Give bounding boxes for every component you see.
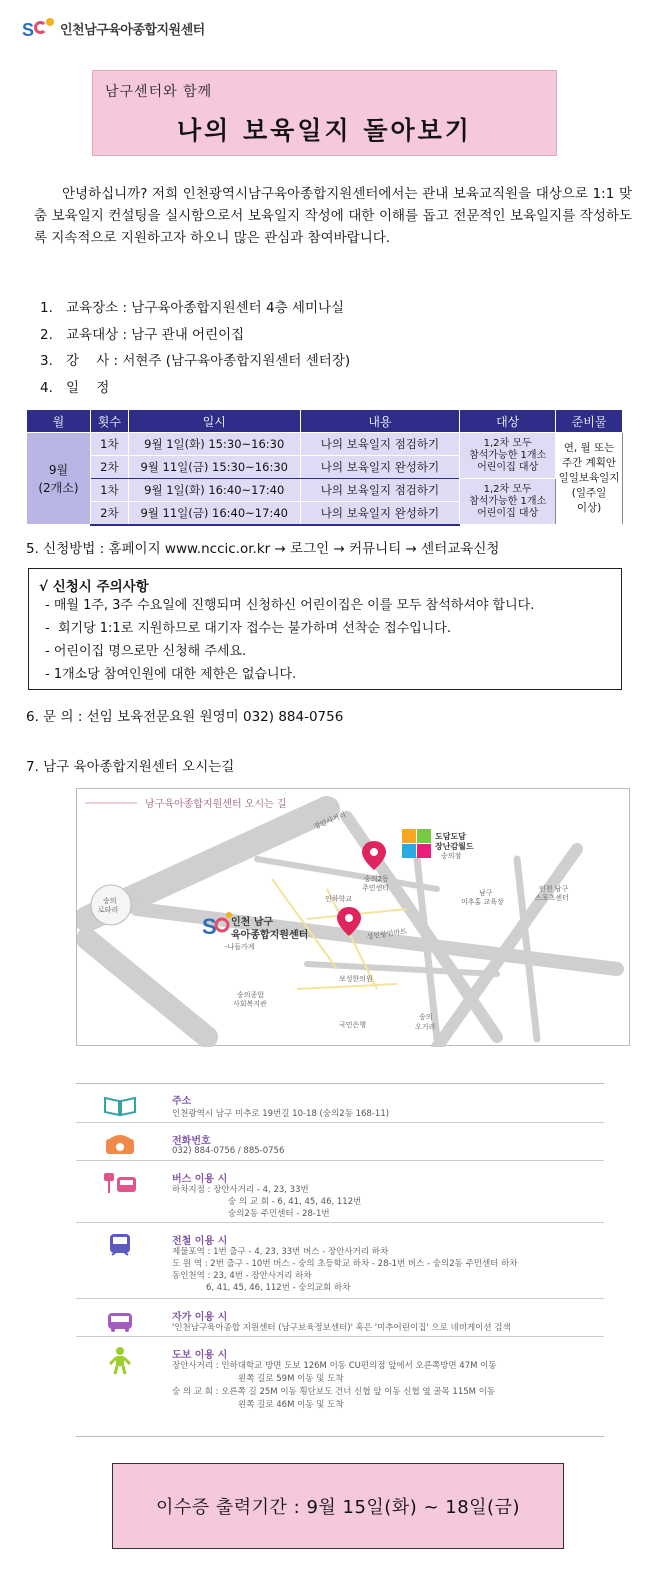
book-icon xyxy=(102,1093,138,1117)
direction-line: 동인천역 : 23, 4번 - 장안사거리 하차 xyxy=(172,1271,312,1281)
banner-subtitle: 남구센터와 함께 xyxy=(105,84,213,100)
target-line: 참석가능한 1개소 xyxy=(469,449,547,461)
target-line: 어린이집 대상 xyxy=(477,507,539,519)
map-label: 스포츠센터 xyxy=(535,894,569,902)
map-label: 숭의 xyxy=(419,1013,433,1021)
phone-icon xyxy=(102,1133,138,1157)
info-item-schedule xyxy=(40,377,600,404)
notice-item: - 1개소당 참여인원에 대한 제한은 없습니다. xyxy=(45,667,297,682)
map-label: 육아종합지원센터 xyxy=(231,930,309,941)
bus-stop-icon xyxy=(102,1171,138,1195)
direction-line: '인천남구육아종합 지원센터 (남구보육정보센터)' 혹은 '미추어린이집' 으로 네비게이션 검색 xyxy=(172,1323,511,1333)
map-label: -나들가게 xyxy=(225,943,255,951)
map-label: 로타리 xyxy=(98,906,119,914)
map-label: 인천 남구 xyxy=(539,885,569,893)
date-cell: 9월 11일(금) 15:30~16:30 xyxy=(128,456,300,479)
header-prep: 준비물 xyxy=(556,410,623,433)
info-text: 교육대상 : 남구 관내 어린이집 xyxy=(66,326,245,343)
car-icon xyxy=(102,1309,138,1333)
info-number: 3. xyxy=(40,353,53,369)
map-label: 미추홀 교육장 xyxy=(461,898,504,906)
round-cell: 2차 xyxy=(90,502,128,525)
direction-line: 숭 의 교 회 - 6, 41, 45, 46, 112번 xyxy=(228,1197,362,1207)
content-cell: 나의 보육일지 완성하기 xyxy=(300,502,460,525)
road xyxy=(517,859,537,1039)
apply-method: 5. 신청방법 : 홈페이지 www.nccic.or.kr → 로그인 → 커뮤니티 → 센터교육신청 xyxy=(26,541,500,557)
map-label: 도담도담 xyxy=(435,832,466,841)
info-list xyxy=(40,297,600,403)
prep-cell xyxy=(556,433,623,525)
month-count: (2개소) xyxy=(38,480,79,495)
direction-title: 주소 xyxy=(172,1096,192,1107)
schedule-table xyxy=(26,409,623,526)
date-cell: 9월 1일(화) 15:30~16:30 xyxy=(128,433,300,456)
info-item-place xyxy=(40,297,600,324)
date-cell: 9월 11일(금) 16:40~17:40 xyxy=(128,502,300,525)
road xyxy=(87,939,207,1037)
banner-title: 나의 보육일지 돌아보기 xyxy=(177,116,472,145)
location-map xyxy=(76,788,630,1046)
notice-title: √ 신청시 주의사항 xyxy=(39,579,149,595)
direction-title: 자가 이용 시 xyxy=(172,1312,228,1323)
header-round: 횟수 xyxy=(90,410,128,433)
map-label: 숭의종합 xyxy=(237,991,265,999)
date-cell: 9월 1일(화) 16:40~17:40 xyxy=(128,479,300,502)
map-label: 숭의점 xyxy=(441,852,462,860)
direction-line: 032) 884-0756 / 885-0756 xyxy=(172,1146,285,1156)
logo-mark-icon: S xyxy=(22,17,56,39)
prep-line: 이상) xyxy=(576,502,602,514)
direction-line: 왼쪽 길로 59M 이동 및 도착 xyxy=(238,1374,344,1384)
map-label: 장안사거리 xyxy=(312,810,348,831)
round-cell: 1차 xyxy=(90,433,128,456)
certificate-period-box xyxy=(112,1463,564,1549)
map-label: 남구 xyxy=(479,889,493,897)
map-drawing xyxy=(77,789,631,1047)
route-heading: 7. 남구 육아종합지원센터 오시는길 xyxy=(26,759,235,775)
month-cell xyxy=(27,433,91,525)
prep-line: 일일보육일지 xyxy=(558,472,620,484)
info-text: 일 정 xyxy=(66,379,110,396)
header-content: 내용 xyxy=(300,410,460,433)
map-title: 남구육아종합지원센터 오시는 길 xyxy=(145,799,287,810)
target-line: 1,2차 모두 xyxy=(483,483,532,495)
target-line: 어린이집 대상 xyxy=(477,461,539,473)
info-item-lecturer xyxy=(40,350,600,377)
map-label: 인하학교 xyxy=(325,895,353,903)
direction-line: 인천광역시 남구 미추로 19번길 10-18 (숭의2동 168-11) xyxy=(172,1109,390,1119)
subway-icon xyxy=(102,1233,138,1257)
direction-row-subway xyxy=(76,1223,604,1299)
direction-row-bus xyxy=(76,1161,604,1223)
direction-line: 6, 41, 45, 46, 112번 - 숭의교회 하차 xyxy=(206,1283,351,1293)
prep-line: 주간 계획안 xyxy=(562,457,617,469)
direction-line: 도 원 역 : 2번 출구 - 10번 버스 - 숭의 초등학교 하차 - 28-1번 버스 - 숭의2동 주민센터 하차 xyxy=(172,1259,518,1269)
prep-line: (일주일 xyxy=(571,487,607,499)
direction-line: 숭의2동 주민센터 - 28-1번 xyxy=(228,1209,330,1219)
walking-icon xyxy=(102,1347,138,1375)
header-date: 일시 xyxy=(128,410,300,433)
content-cell: 나의 보육일지 완성하기 xyxy=(300,456,460,479)
table-row xyxy=(27,433,623,456)
direction-title: 전철 이용 시 xyxy=(172,1236,228,1247)
direction-line: 숭 의 교 회 : 오른쪽 길 25M 이동 횡단보도 건너 신협 앞 이동 신협 옆 골목 115M 이동 xyxy=(172,1387,496,1397)
direction-line: 하차지점 : 장안사거리 - 4, 23, 33번 xyxy=(172,1185,309,1195)
info-item-target xyxy=(40,324,600,351)
table-row xyxy=(27,479,623,502)
center-logo xyxy=(22,16,205,40)
direction-line: 왼쪽 길로 46M 이동 및 도착 xyxy=(238,1400,344,1410)
direction-row-walking xyxy=(76,1337,604,1437)
logo-text: 인천남구육아종합지원센터 xyxy=(60,22,205,38)
target-line: 참석가능한 1개소 xyxy=(469,495,547,507)
intro-paragraph: 안녕하십니까? 저희 인천광역시남구육아종합지원센터에서는 관내 보육교직원을 대상으로 1:1 맞춤 보육일지 컨설팅을 실시함으로서 보육일지 작성에 대한 이해를 돕고 전문적인 보육일지를 작성하도록 지속적으로 지원하고자 하오니 많은 관심과 참여바랍니다. xyxy=(34,186,632,246)
certificate-period-text: 이수증 출력기간 : 9월 15일(화) ~ 18일(금) xyxy=(156,1497,520,1518)
title-banner xyxy=(92,70,557,156)
map-label: 성인향인마트 xyxy=(366,927,408,941)
alley xyxy=(297,984,397,989)
direction-row-car xyxy=(76,1299,604,1337)
map-label: 주민센터 xyxy=(362,884,390,892)
month-label: 9월 xyxy=(48,462,69,477)
direction-row-address xyxy=(76,1083,604,1123)
map-label: 보성한의원 xyxy=(339,975,373,983)
notice-item: - 매월 1주, 3주 수요일에 진행되며 신청하신 어린이집은 이를 모두 참석하셔야 합니다. xyxy=(45,598,535,613)
info-text: 교육장소 : 남구육아종합지원센터 4층 세미나실 xyxy=(66,300,345,316)
target-cell xyxy=(460,433,556,479)
direction-title: 도보 이용 시 xyxy=(172,1350,228,1361)
notice-box xyxy=(28,568,622,690)
content-cell: 나의 보육일지 점검하기 xyxy=(300,433,460,456)
notice-item: - 회기당 1:1로 지원하므로 대기자 접수는 불가하며 선착순 접수입니다. xyxy=(45,621,452,636)
table-header-row xyxy=(27,410,623,433)
header-month: 월 xyxy=(27,410,91,433)
dodam-logo-icon xyxy=(402,829,431,858)
map-label: 숭의2동 xyxy=(364,875,389,883)
svg-text:S: S xyxy=(202,914,217,939)
map-label: 오거리 xyxy=(415,1023,436,1031)
direction-line: 제물포역 : 1번 출구 - 4, 23, 33번 버스 - 장안사거리 하차 xyxy=(172,1247,389,1257)
map-label: 숭의 xyxy=(103,897,117,905)
road xyxy=(257,859,437,889)
content-cell: 나의 보육일지 점검하기 xyxy=(300,479,460,502)
map-label: 사회복지관 xyxy=(233,1000,267,1008)
direction-row-phone xyxy=(76,1123,604,1161)
header-target: 대상 xyxy=(460,410,556,433)
info-number: 4. xyxy=(40,379,53,396)
prep-line: 연, 월 또는 xyxy=(563,442,615,454)
direction-line: 장안사거리 : 인하대학교 방면 도보 126M 이동 CU편의점 앞에서 오른쪽방면 47M 이동 xyxy=(172,1361,497,1371)
contact-info: 6. 문 의 : 선임 보육전문요원 원영미 032) 884-0756 xyxy=(26,709,344,725)
direction-title: 전화번호 xyxy=(172,1136,211,1147)
direction-title: 버스 이용 시 xyxy=(172,1174,228,1185)
target-line: 1,2차 모두 xyxy=(483,437,532,449)
info-number: 1. xyxy=(40,300,53,316)
round-cell: 1차 xyxy=(90,479,128,502)
map-label: 국민은행 xyxy=(339,1021,367,1029)
round-cell: 2차 xyxy=(90,456,128,479)
directions-panel xyxy=(76,1083,604,1437)
info-text: 강 사 : 서현주 (남구육아종합지원센터 센터장) xyxy=(66,353,351,369)
map-label: 장난감월드 xyxy=(435,842,474,851)
target-cell xyxy=(460,479,556,525)
info-number: 2. xyxy=(40,326,53,343)
notice-item: - 어린이집 명으로만 신청해 주세요. xyxy=(45,644,247,659)
map-label: 인천 남구 xyxy=(231,917,274,928)
